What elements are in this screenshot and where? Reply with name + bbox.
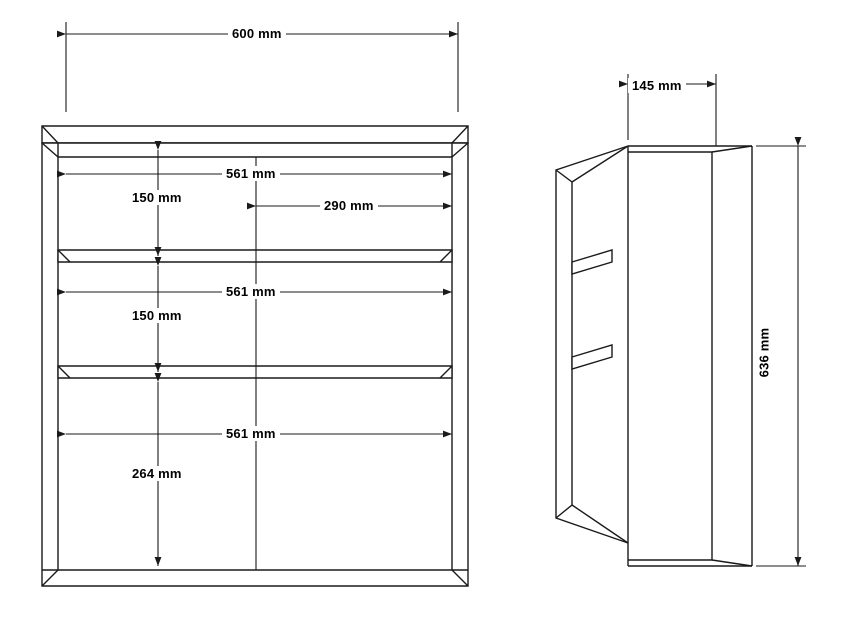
dimension-label-height-middle-compartment: 150 mm: [128, 308, 186, 323]
side-view-geometry: [556, 146, 752, 566]
dimension-label-overall-depth: 145 mm: [628, 78, 686, 93]
dimension-label-inner-width-middle: 561 mm: [222, 284, 280, 299]
dimension-label-inner-width-bottom: 561 mm: [222, 426, 280, 441]
dimension-label-inner-width-top: 561 mm: [222, 166, 280, 181]
dimension-label-half-width: 290 mm: [320, 198, 378, 213]
dimension-label-height-bottom-compartment: 264 mm: [128, 466, 186, 481]
dimension-label-overall-height: 636 mm: [756, 324, 771, 382]
dimension-label-height-top-compartment: 150 mm: [128, 190, 186, 205]
front-view-geometry: [42, 126, 468, 586]
dimension-label-overall-width: 600 mm: [228, 26, 286, 41]
